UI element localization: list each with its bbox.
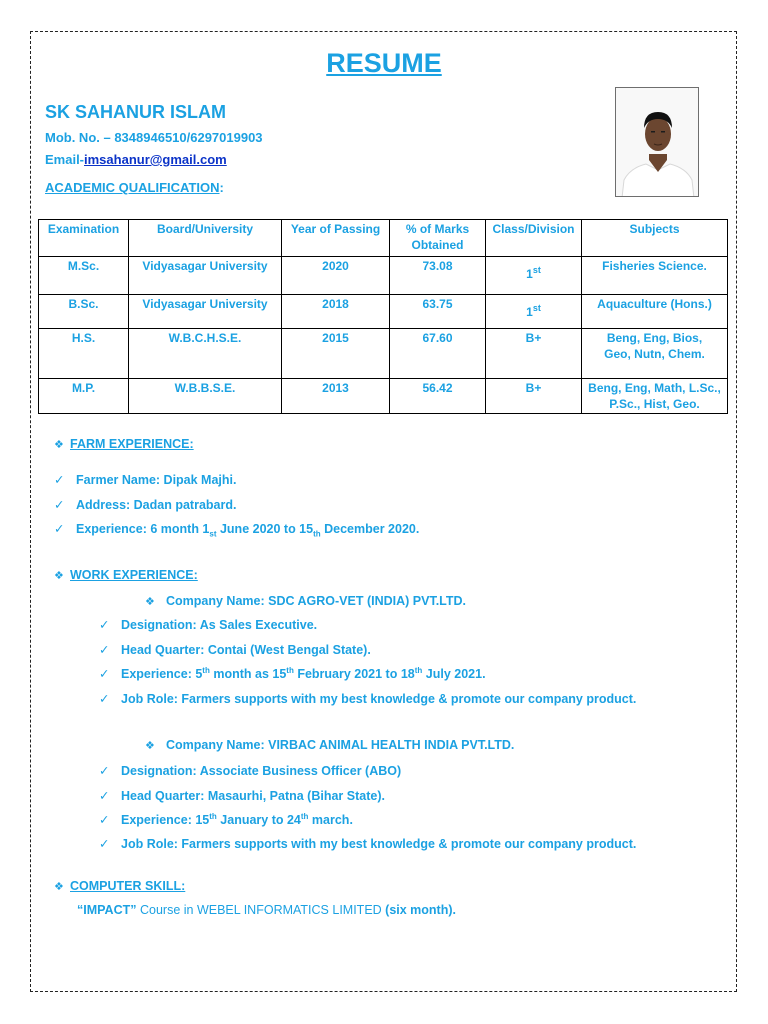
job2-company-text: Company Name: VIRBAC ANIMAL HEALTH INDIA PVT.LTD. — [166, 738, 515, 752]
cell-subjects: Aquaculture (Hons.) — [582, 295, 728, 329]
job2-designation-line — [99, 763, 401, 778]
job1-hq-text: Head Quarter: Contai (West Bengal State). — [121, 643, 371, 657]
job1-exp-sup-1: th — [202, 666, 210, 675]
job2-exp-b: January to 24 — [216, 813, 301, 828]
course-name: “IMPACT” — [77, 903, 137, 917]
cell-year: 2013 — [282, 379, 390, 414]
cell-class: B+ — [486, 379, 582, 414]
diamond-bullet-icon: ❖ — [145, 740, 155, 752]
farm-address-text: Address: Dadan patrabard. — [76, 498, 237, 512]
profile-photo-image — [616, 88, 699, 197]
job1-exp-sup-2: th — [286, 666, 294, 675]
computer-course-line — [77, 903, 456, 917]
cell-subjects: Beng, Eng, Math, L.Sc., P.Sc., Hist, Geo. — [582, 379, 728, 414]
header-year: Year of Passing — [282, 220, 390, 257]
computer-heading-text: COMPUTER SKILL: — [70, 879, 186, 893]
email-link[interactable]: imsahanur@gmail.com — [84, 152, 227, 167]
course-duration: (six month). — [385, 903, 456, 917]
job2-hq-text: Head Quarter: Masaurhi, Patna (Bihar State). — [121, 789, 385, 803]
job1-exp-d: July 2021. — [422, 667, 486, 682]
class-suffix: st — [532, 303, 541, 313]
cell-exam: H.S. — [39, 329, 129, 379]
farm-exp-text-c: December 2020. — [320, 522, 420, 536]
check-bullet-icon: ✓ — [99, 667, 110, 682]
diamond-bullet-icon: ❖ — [145, 596, 155, 608]
cell-year: 2018 — [282, 295, 390, 329]
check-bullet-icon: ✓ — [99, 618, 110, 632]
job2-exp-sup-2: th — [300, 812, 309, 821]
cell-board: W.B.B.S.E. — [129, 379, 282, 414]
table-row — [39, 295, 728, 329]
farmer-name-line — [54, 472, 236, 487]
farm-experience-line — [54, 521, 419, 539]
job1-exp-sup-3: th — [414, 666, 423, 675]
mobile-number: Mob. No. – 8348946510/6297019903 — [45, 130, 263, 145]
cell-class: B+ — [486, 329, 582, 379]
header-marks: % of Marks Obtained — [390, 220, 486, 257]
header-examination: Examination — [39, 220, 129, 257]
cell-subjects: Beng, Eng, Bios, Geo, Nutn, Chem. — [582, 329, 728, 379]
farm-experience-heading — [54, 437, 194, 451]
diamond-bullet-icon: ❖ — [54, 570, 64, 582]
check-bullet-icon: ✓ — [99, 789, 110, 803]
cell-board: Vidyasagar University — [129, 295, 282, 329]
cell-exam: M.Sc. — [39, 257, 129, 295]
cell-marks: 67.60 — [390, 329, 486, 379]
check-bullet-icon: ✓ — [54, 473, 65, 487]
class-number: 1 — [526, 267, 533, 281]
diamond-bullet-icon: ❖ — [54, 881, 64, 893]
cell-year: 2015 — [282, 329, 390, 379]
job1-designation-text: Designation: As Sales Executive. — [121, 618, 318, 632]
job2-exp-sup-1: th — [209, 812, 217, 821]
work-heading-text: WORK EXPERIENCE: — [70, 568, 198, 582]
cell-class — [486, 257, 582, 295]
check-bullet-icon: ✓ — [54, 498, 65, 512]
check-bullet-icon: ✓ — [99, 692, 110, 706]
academic-heading — [45, 180, 224, 195]
job2-company-line — [145, 738, 514, 752]
cell-marks: 73.08 — [390, 257, 486, 295]
farm-address-line — [54, 497, 236, 512]
diamond-bullet-icon: ❖ — [54, 439, 64, 451]
job1-exp-b: month as 15 — [209, 667, 287, 682]
table-row — [39, 257, 728, 295]
job1-hq-line — [99, 642, 371, 657]
job2-experience-line — [99, 812, 353, 827]
table-row — [39, 329, 728, 379]
page-title: RESUME — [326, 48, 442, 78]
farm-exp-text-b: June 2020 to 15 — [216, 522, 314, 536]
cell-exam: B.Sc. — [39, 295, 129, 329]
cell-subjects: Fisheries Science. — [582, 257, 728, 295]
job1-designation-line — [99, 617, 317, 632]
cell-marks: 63.75 — [390, 295, 486, 329]
computer-skill-heading — [54, 879, 185, 893]
farm-exp-sub-2: th — [313, 529, 321, 539]
job1-exp-a: Experience: 5 — [121, 667, 203, 682]
class-number: 1 — [526, 305, 533, 319]
job1-role-text: Job Role: Farmers supports with my best knowledge & promote our company product. — [121, 692, 637, 706]
job1-company-text: Company Name: SDC AGRO-VET (INDIA) PVT.LTD. — [166, 594, 467, 608]
class-suffix: st — [532, 265, 541, 275]
farmer-name-text: Farmer Name: Dipak Majhi. — [76, 473, 237, 487]
job1-exp-c: February 2021 to 18 — [293, 667, 415, 682]
cell-marks: 56.42 — [390, 379, 486, 414]
email-label: Email- — [45, 152, 85, 167]
header-subjects: Subjects — [582, 220, 728, 257]
check-bullet-icon: ✓ — [99, 643, 110, 657]
candidate-name: SK SAHANUR ISLAM — [45, 102, 227, 122]
job1-role-line — [99, 691, 636, 706]
cell-exam: M.P. — [39, 379, 129, 414]
header-class: Class/Division — [486, 220, 582, 257]
job2-role-text: Job Role: Farmers supports with my best knowledge & promote our company product. — [121, 837, 637, 851]
check-bullet-icon: ✓ — [99, 764, 110, 778]
academic-heading-colon: : — [219, 180, 224, 195]
course-institute: Course in WEBEL INFORMATICS LIMITED — [136, 903, 386, 917]
job2-exp-a: Experience: 15 — [121, 813, 210, 828]
work-experience-heading — [54, 568, 198, 582]
job2-exp-c: march. — [308, 813, 353, 828]
farm-heading-text: FARM EXPERIENCE: — [70, 437, 194, 451]
check-bullet-icon: ✓ — [99, 837, 110, 851]
profile-photo — [615, 87, 699, 197]
cell-board: Vidyasagar University — [129, 257, 282, 295]
cell-year: 2020 — [282, 257, 390, 295]
check-bullet-icon: ✓ — [54, 522, 65, 536]
header-board: Board/University — [129, 220, 282, 257]
table-row — [39, 379, 728, 414]
farm-exp-sub-1: st — [209, 529, 217, 539]
job2-designation-text: Designation: Associate Business Officer (ABO) — [121, 764, 402, 778]
farm-exp-text-a: Experience: 6 month 1 — [76, 522, 210, 536]
academic-heading-text: ACADEMIC QUALIFICATION — [45, 180, 220, 195]
academic-table — [38, 219, 728, 414]
cell-board: W.B.C.H.S.E. — [129, 329, 282, 379]
cell-class — [486, 295, 582, 329]
job1-company-line — [145, 594, 466, 608]
table-header-row — [39, 220, 728, 257]
job1-experience-line — [99, 666, 486, 681]
job2-hq-line — [99, 788, 385, 803]
job2-role-line — [99, 836, 636, 851]
email-line — [45, 152, 227, 167]
check-bullet-icon: ✓ — [99, 813, 110, 828]
